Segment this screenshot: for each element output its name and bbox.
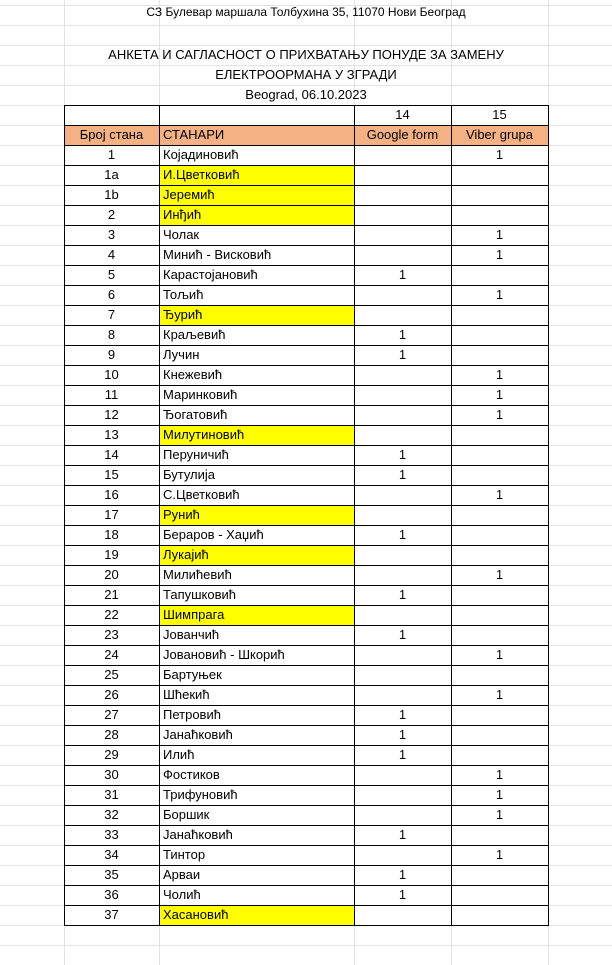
resident-name: С.Цветковић [163,487,240,502]
apartment-number: 9 [107,347,116,362]
apartment-number: 37 [104,907,119,922]
resident-name: Трифуновић [163,787,238,802]
google-form-value: 1 [398,327,407,342]
google-form-value: 1 [398,527,407,542]
google-form-value: 1 [398,707,407,722]
apartment-number: 22 [104,607,119,622]
resident-name: Којадиновић [163,147,239,162]
gridline [0,945,612,946]
apartment-number: 3 [107,227,116,242]
resident-name: Карастојановић [163,267,258,282]
apartment-number: 23 [104,627,119,642]
apartment-number: 20 [104,567,119,582]
column-header-residents: СТАНАРИ [163,127,225,142]
resident-name: Милићевић [163,567,232,582]
resident-name: Тољић [163,287,204,302]
viber-group-value: 1 [495,567,504,582]
apartment-number: 28 [104,727,119,742]
resident-name: Шћекић [163,687,210,702]
viber-group-value: 1 [495,247,504,262]
viber-group-value: 1 [495,227,504,242]
apartment-number: 35 [104,867,119,882]
apartment-number: 6 [107,287,116,302]
apartment-number: 32 [104,807,119,822]
apartment-number: 30 [104,767,119,782]
resident-name: Краљевић [163,327,226,342]
google-total: 14 [395,107,410,122]
resident-name: Јовановић - Шкорић [163,647,285,662]
apartment-number: 24 [104,647,119,662]
viber-group-value: 1 [495,407,504,422]
resident-name: Лукајић [163,547,209,562]
resident-name: Перуничић [163,447,229,462]
google-form-value: 1 [398,827,407,842]
viber-group-value: 1 [495,847,504,862]
viber-group-value: 1 [495,787,504,802]
address-line: СЗ Булевар маршала Толбухина 35, 11070 Нови Београд [146,5,466,19]
apartment-number: 26 [104,687,119,702]
resident-name: Петровић [163,707,221,722]
date-line: Beograd, 06.10.2023 [245,87,367,102]
resident-name: Лучин [163,347,200,362]
resident-name: Ђурић [163,307,203,322]
resident-name: Шимпрага [163,607,225,622]
viber-group-value: 1 [495,147,504,162]
apartment-number: 10 [104,367,119,382]
resident-name: Хасановић [163,907,229,922]
apartment-number: 34 [104,847,119,862]
resident-name: И.Цветковић [163,167,240,182]
google-form-value: 1 [398,627,407,642]
column-header-viber: Viber grupa [466,127,533,142]
google-form-value: 1 [398,467,407,482]
apartment-number: 19 [104,547,119,562]
table-border [64,925,549,926]
resident-name: Чолак [163,227,200,242]
apartment-number: 31 [104,787,119,802]
resident-name: Арваи [163,867,201,882]
apartment-number: 29 [104,747,119,762]
google-form-value: 1 [398,887,407,902]
apartment-number: 14 [104,447,119,462]
resident-name: Јанаћковић [163,727,233,742]
resident-name: Ђогатовић [163,407,228,422]
viber-total: 15 [492,107,507,122]
apartment-number: 25 [104,667,119,682]
apartment-number: 4 [107,247,116,262]
google-form-value: 1 [398,747,407,762]
google-form-value: 1 [398,347,407,362]
resident-name: Чолић [163,887,201,902]
apartment-number: 15 [104,467,119,482]
google-form-value: 1 [398,727,407,742]
resident-name: Тинтор [163,847,206,862]
column-header-google: Google form [366,127,439,142]
resident-name: Јованчић [163,627,220,642]
apartment-number: 8 [107,327,116,342]
table-border [159,105,160,925]
google-form-value: 1 [398,587,407,602]
apartment-number: 33 [104,827,119,842]
resident-name: Кнежевић [163,367,223,382]
resident-name: Илић [163,747,195,762]
column-header-apartment: Број стана [79,127,144,142]
apartment-number: 16 [104,487,119,502]
resident-name: Бераров - Хаџић [163,527,264,542]
viber-group-value: 1 [495,287,504,302]
apartment-number: 13 [104,427,119,442]
apartment-number: 7 [107,307,116,322]
google-form-value: 1 [398,447,407,462]
apartment-number: 2 [107,207,116,222]
resident-name: Маринковић [163,387,238,402]
apartment-number: 21 [104,587,119,602]
viber-group-value: 1 [495,647,504,662]
apartment-number: 12 [104,407,119,422]
table-border [354,105,355,925]
resident-name: Милутиновић [163,427,245,442]
resident-name: Јанаћковић [163,827,233,842]
google-form-value: 1 [398,867,407,882]
resident-name: Бартуњек [163,667,222,682]
apartment-number: 1a [104,167,119,182]
resident-name: Јеремић [163,187,215,202]
apartment-number: 27 [104,707,119,722]
apartment-number: 1b [104,187,119,202]
apartment-number: 11 [104,387,119,402]
title-line-1: АНКЕТА И САГЛАСНОСТ О ПРИХВАТАЊУ ПОНУДЕ ЗА ЗАМЕНУ [108,47,504,62]
resident-name: Боршик [163,807,210,822]
viber-group-value: 1 [495,687,504,702]
google-form-value: 1 [398,267,407,282]
apartment-number: 36 [104,887,119,902]
gridline [0,25,612,26]
viber-group-value: 1 [495,367,504,382]
resident-name: Рунић [163,507,200,522]
resident-name: Тапушковић [163,587,237,602]
viber-group-value: 1 [495,387,504,402]
viber-group-value: 1 [495,767,504,782]
apartment-number: 5 [107,267,116,282]
title-line-2: ЕЛЕКТРООРМАНА У ЗГРАДИ [215,67,397,82]
resident-name: Бутулија [163,467,216,482]
apartment-number: 17 [104,507,119,522]
resident-name: Минић - Висковић [163,247,272,262]
apartment-number: 1 [107,147,116,162]
viber-group-value: 1 [495,807,504,822]
viber-group-value: 1 [495,487,504,502]
table-border [548,105,549,925]
apartment-number: 18 [104,527,119,542]
resident-name: Инђић [163,207,202,222]
resident-name: Фостиков [163,767,220,782]
